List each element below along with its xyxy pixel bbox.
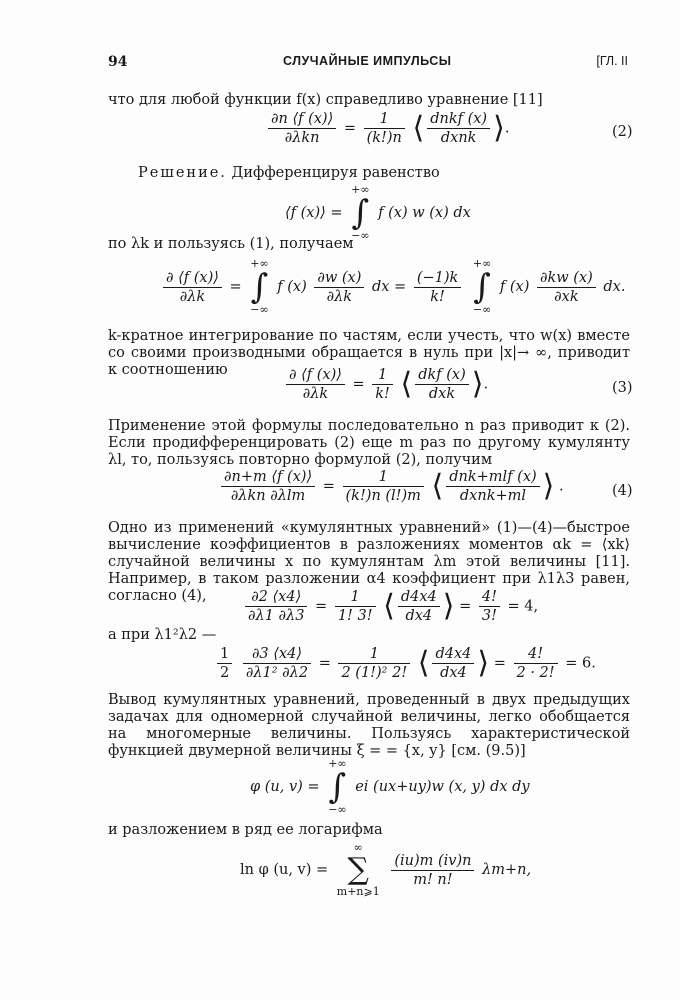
paragraph-4: k-кратное интегрирование по частям, если учесть, что w(x) вместе со своими производными обращается в нуль при |x|→ ∞, приводит к соотношению — [108, 328, 630, 378]
equation-3: $\frac{\partial ⟨f (x)⟩}{\partial\lambda k}$ = $\frac{1}{k!}$ ⟨ $\frac{\text{dkf (x)}}{\text{dxk}}$ ⟩. — [283, 366, 488, 403]
equation-characteristic: φ (u, v) = +∞ ∫ −∞ ei (ux+uy)w (x, y) dx dy — [250, 757, 530, 816]
equation-log-expansion: ln φ (u, v) = ∞ ∑ m+n⩾1 $\frac{(iu)m (iv)n}{m! n!}$ λm+n, — [240, 841, 532, 898]
equation-number-2: (2) — [612, 124, 633, 140]
paragraph-9: и разложением в ряд ее логарифма — [108, 822, 383, 838]
equation-4: $\frac{\partial n+m ⟨f (x)⟩}{\text{∂λkn ∂λlm}}$ = $\frac{1}{(k!)n (l!)m}$ ⟨ $\frac{\text{dnk+mlf (x)}}{\text{dxnk+ml}}$ ⟩ . — [218, 468, 564, 505]
equation-example-1: $\frac{\partial 2 ⟨x4⟩}{\partial\lambda 1 \partial\lambda 3}$ = $\frac{1}{1! 3!}$ ⟨ $\frac{d4x4}{dx4}$ ⟩ = $\frac{4!}{3!}$ = 4, — [242, 588, 538, 625]
running-title: СЛУЧАЙНЫЕ ИМПУЛЬСЫ — [283, 54, 452, 68]
paragraph-6: Одно из применений «кумулянтных уравнений» (1)—(4)—быстрое вычисление коэффициентов в разложениях моментов αk = ⟨xk⟩ случайной величины x по кумулянтам λm этой величины [11]. Например, в таком разложении α4 коэффициент при λ1λ3 равен, согласно (4), — [108, 520, 630, 604]
paragraph-2 — [138, 165, 630, 182]
chapter-label: [ГЛ. II — [596, 54, 628, 68]
equation-number-3: (3) — [612, 380, 633, 396]
solution-text: Дифференцируя равенство — [231, 165, 440, 181]
equation-example-2: $\frac{1}{2}$ $\frac{\partial 3 ⟨x4⟩}{\text{∂λ1² ∂λ2}}$ = $\frac{1}{\text{2 (1!)² 2!}}$ ⟨ $\frac{d4x4}{dx4}$ ⟩ = $\frac{4!}{2 \cdot 2!}$ = 6. — [214, 645, 596, 682]
equation-number-4: (4) — [612, 483, 633, 499]
equation-2: $\frac{\partial n ⟨f (x)⟩}{\text{∂λkn}}$ = $\frac{1}{(k!)n}$ ⟨ $\frac{\text{dnkf (x)}}{\text{dxnk}}$ ⟩. — [265, 110, 509, 147]
solution-label: Решение. — [138, 165, 227, 181]
paragraph-3: по λk и пользуясь (1), получаем — [108, 236, 354, 252]
running-header — [108, 54, 628, 74]
paragraph-7: а при λ1²λ2 — — [108, 627, 217, 643]
paragraph-1: что для любой функции f(x) справедливо уравнение [11] — [108, 92, 543, 108]
equation-average: ⟨f (x)⟩ = +∞ ∫ −∞ f (x) w (x) dx — [285, 183, 471, 242]
paragraph-8: Вывод кумулянтных уравнений, проведенный в двух предыдущих задачах для одномерной случайной величины, легко обобщается на многомерные величины. Пользуясь характеристической функцией двумерной величины ξ = = {x, y} [см. (9.5)] — [108, 692, 630, 759]
page-number: 94 — [108, 54, 128, 70]
equation-derivative: $\frac{\partial ⟨f (x)⟩}{\partial\lambda k}$ = +∞ ∫ −∞ f (x) $\frac{\partial w (x)}{\partial\lambda k}$ dx = $\frac{(-1)k}{k!}$ +∞ ∫ −∞ f (x) $\frac{\partial kw (x)}{\partial xk}$ dx. — [160, 258, 625, 316]
paragraph-5: Применение этой формулы последовательно n раз приводит к (2). Если продифференцировать (2) еще m раз по другому кумулянту λl, то, пользуясь повторно формулой (2), получим — [108, 418, 630, 468]
